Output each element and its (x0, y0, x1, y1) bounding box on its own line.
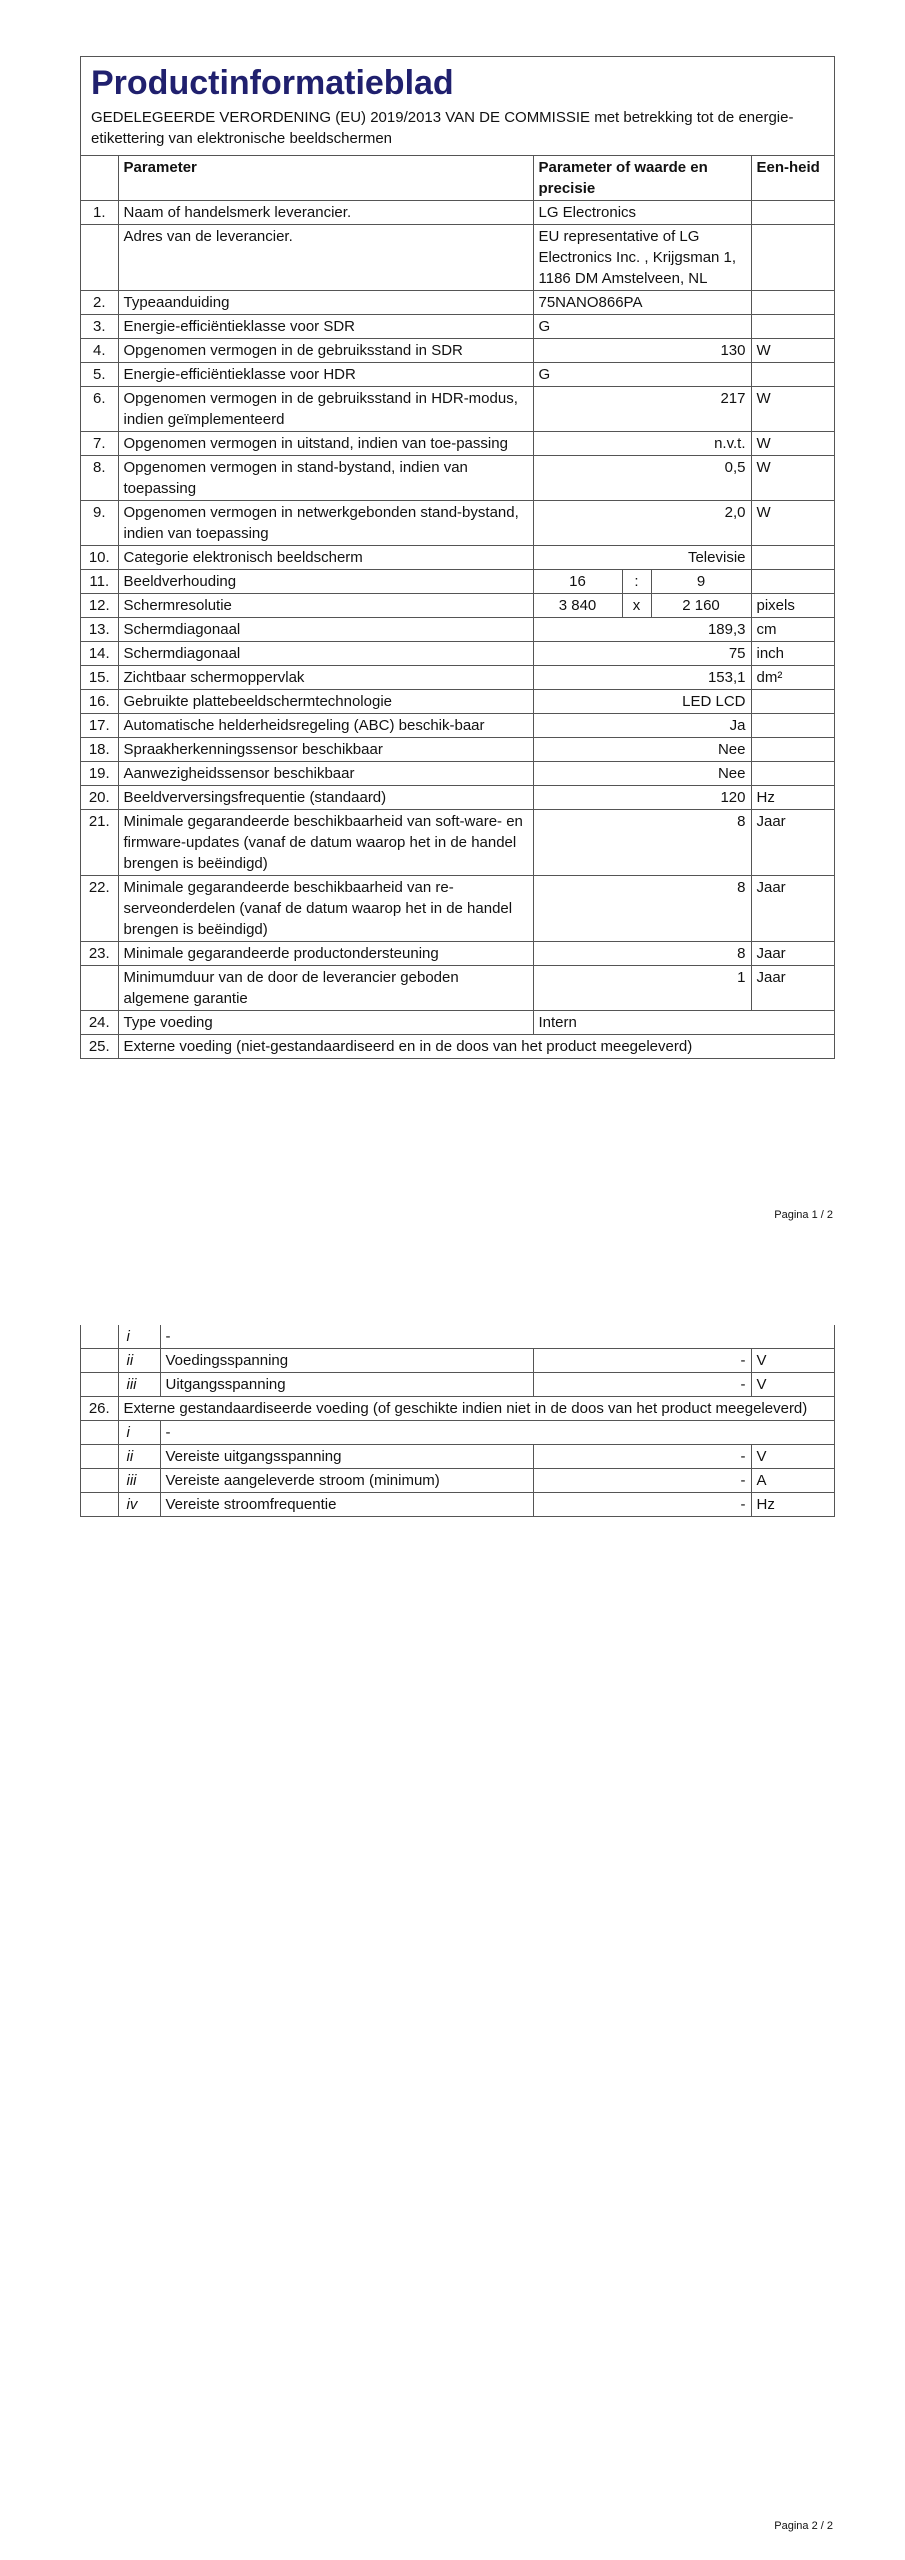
table-row: 10. Categorie elektronisch beeldscherm Televisie (81, 546, 834, 570)
sub-row: iii Vereiste aangeleverde stroom (minimum) - A (81, 1469, 834, 1493)
table-row: 3. Energie-efficiëntieklasse voor SDR G (81, 315, 834, 339)
power-supply-type-row: 24. Type voeding Intern (81, 1011, 834, 1035)
table-row: 7. Opgenomen vermogen in uitstand, indien van toe-passing n.v.t. W (81, 432, 834, 456)
table-row: 18. Spraakherkenningssensor beschikbaar Nee (81, 738, 834, 762)
table-row: 17. Automatische helderheidsregeling (ABC) beschik-baar Ja (81, 714, 834, 738)
table-row: 1. Naam of handelsmerk leverancier. LG Electronics (81, 201, 834, 225)
page-1 (0, 0, 905, 1260)
page-2 (0, 1260, 905, 2560)
table-row: 23. Minimale gegarandeerde productondersteuning 8 Jaar (81, 942, 834, 966)
sub-row: ii Voedingsspanning - V (81, 1349, 834, 1373)
regulation-subtitle: GEDELEGEERDE VERORDENING (EU) 2019/2013 VAN DE COMMISSIE met betrekking tot de energie-etikettering van elektronische beeldschermen (81, 107, 834, 156)
external-standard-supply-row: 26. Externe gestandaardiseerde voeding (of geschikte indien niet in de doos van het product meegeleverd) (81, 1397, 834, 1421)
page-number-2: Pagina 2 / 2 (774, 2520, 833, 2532)
external-supply-row: 25. Externe voeding (niet-gestandaardiseerd en in de doos van het product meegeleverd) (81, 1035, 834, 1059)
table-row: 22. Minimale gegarandeerde beschikbaarheid van re-serveonderdelen (vanaf de datum waarop het in de handel brengen is beëindigd) 8 Jaar (81, 876, 834, 942)
header-parameter: Parameter (118, 156, 533, 201)
table-row: Minimumduur van de door de leverancier geboden algemene garantie 1 Jaar (81, 966, 834, 1011)
header-value: Parameter of waarde en precisie (533, 156, 751, 201)
table-row: 8. Opgenomen vermogen in stand-bystand, indien van toepassing 0,5 W (81, 456, 834, 501)
aspect-row: 11. Beeldverhouding 16 : 9 (81, 570, 834, 594)
header-unit: Een-heid (751, 156, 834, 201)
page-number: Pagina 1 / 2 (774, 1209, 833, 1221)
sub-row: iii Uitgangsspanning - V (81, 1373, 834, 1397)
header-row (81, 156, 834, 201)
table-row: 14. Schermdiagonaal 75 inch (81, 642, 834, 666)
table-row: 19. Aanwezigheidssensor beschikbaar Nee (81, 762, 834, 786)
product-info-sheet (80, 56, 835, 1059)
table-row: 4. Opgenomen vermogen in de gebruiksstand in SDR 130 W (81, 339, 834, 363)
table-row: 15. Zichtbaar schermoppervlak 153,1 dm² (81, 666, 834, 690)
table-row: Adres van de leverancier. EU representative of LG Electronics Inc. , Krijgsman 1, 1186 DM Amstelveen, NL (81, 225, 834, 291)
table-row: 13. Schermdiagonaal 189,3 cm (81, 618, 834, 642)
page-title: Productinformatieblad (81, 56, 834, 107)
table-row: 2. Typeaanduiding 75NANO866PA (81, 291, 834, 315)
table-row: 6. Opgenomen vermogen in de gebruiksstand in HDR-modus, indien geïmplementeerd 217 W (81, 387, 834, 432)
resolution-row: 12. Schermresolutie 3 840 x 2 160 pixels (81, 594, 834, 618)
table-row: 21. Minimale gegarandeerde beschikbaarheid van soft-ware- en firmware-updates (vanaf de datum waarop het in de handel brengen is beëindigd) 8 Jaar (81, 810, 834, 876)
table-row: 16. Gebruikte plattebeeldschermtechnologie LED LCD (81, 690, 834, 714)
product-info-table (81, 156, 834, 1059)
product-info-table-continued (81, 1325, 834, 1517)
sub-row: iv Vereiste stroomfrequentie - Hz (81, 1493, 834, 1517)
sub-row: ii Vereiste uitgangsspanning - V (81, 1445, 834, 1469)
table-row: 9. Opgenomen vermogen in netwerkgebonden stand-bystand, indien van toepassing 2,0 W (81, 501, 834, 546)
table-row: 20. Beeldverversingsfrequentie (standaard) 120 Hz (81, 786, 834, 810)
table-row: 5. Energie-efficiëntieklasse voor HDR G (81, 363, 834, 387)
sub-row: i - (81, 1325, 834, 1349)
product-info-sheet-continued (80, 1325, 835, 1517)
sub-row: i - (81, 1421, 834, 1445)
